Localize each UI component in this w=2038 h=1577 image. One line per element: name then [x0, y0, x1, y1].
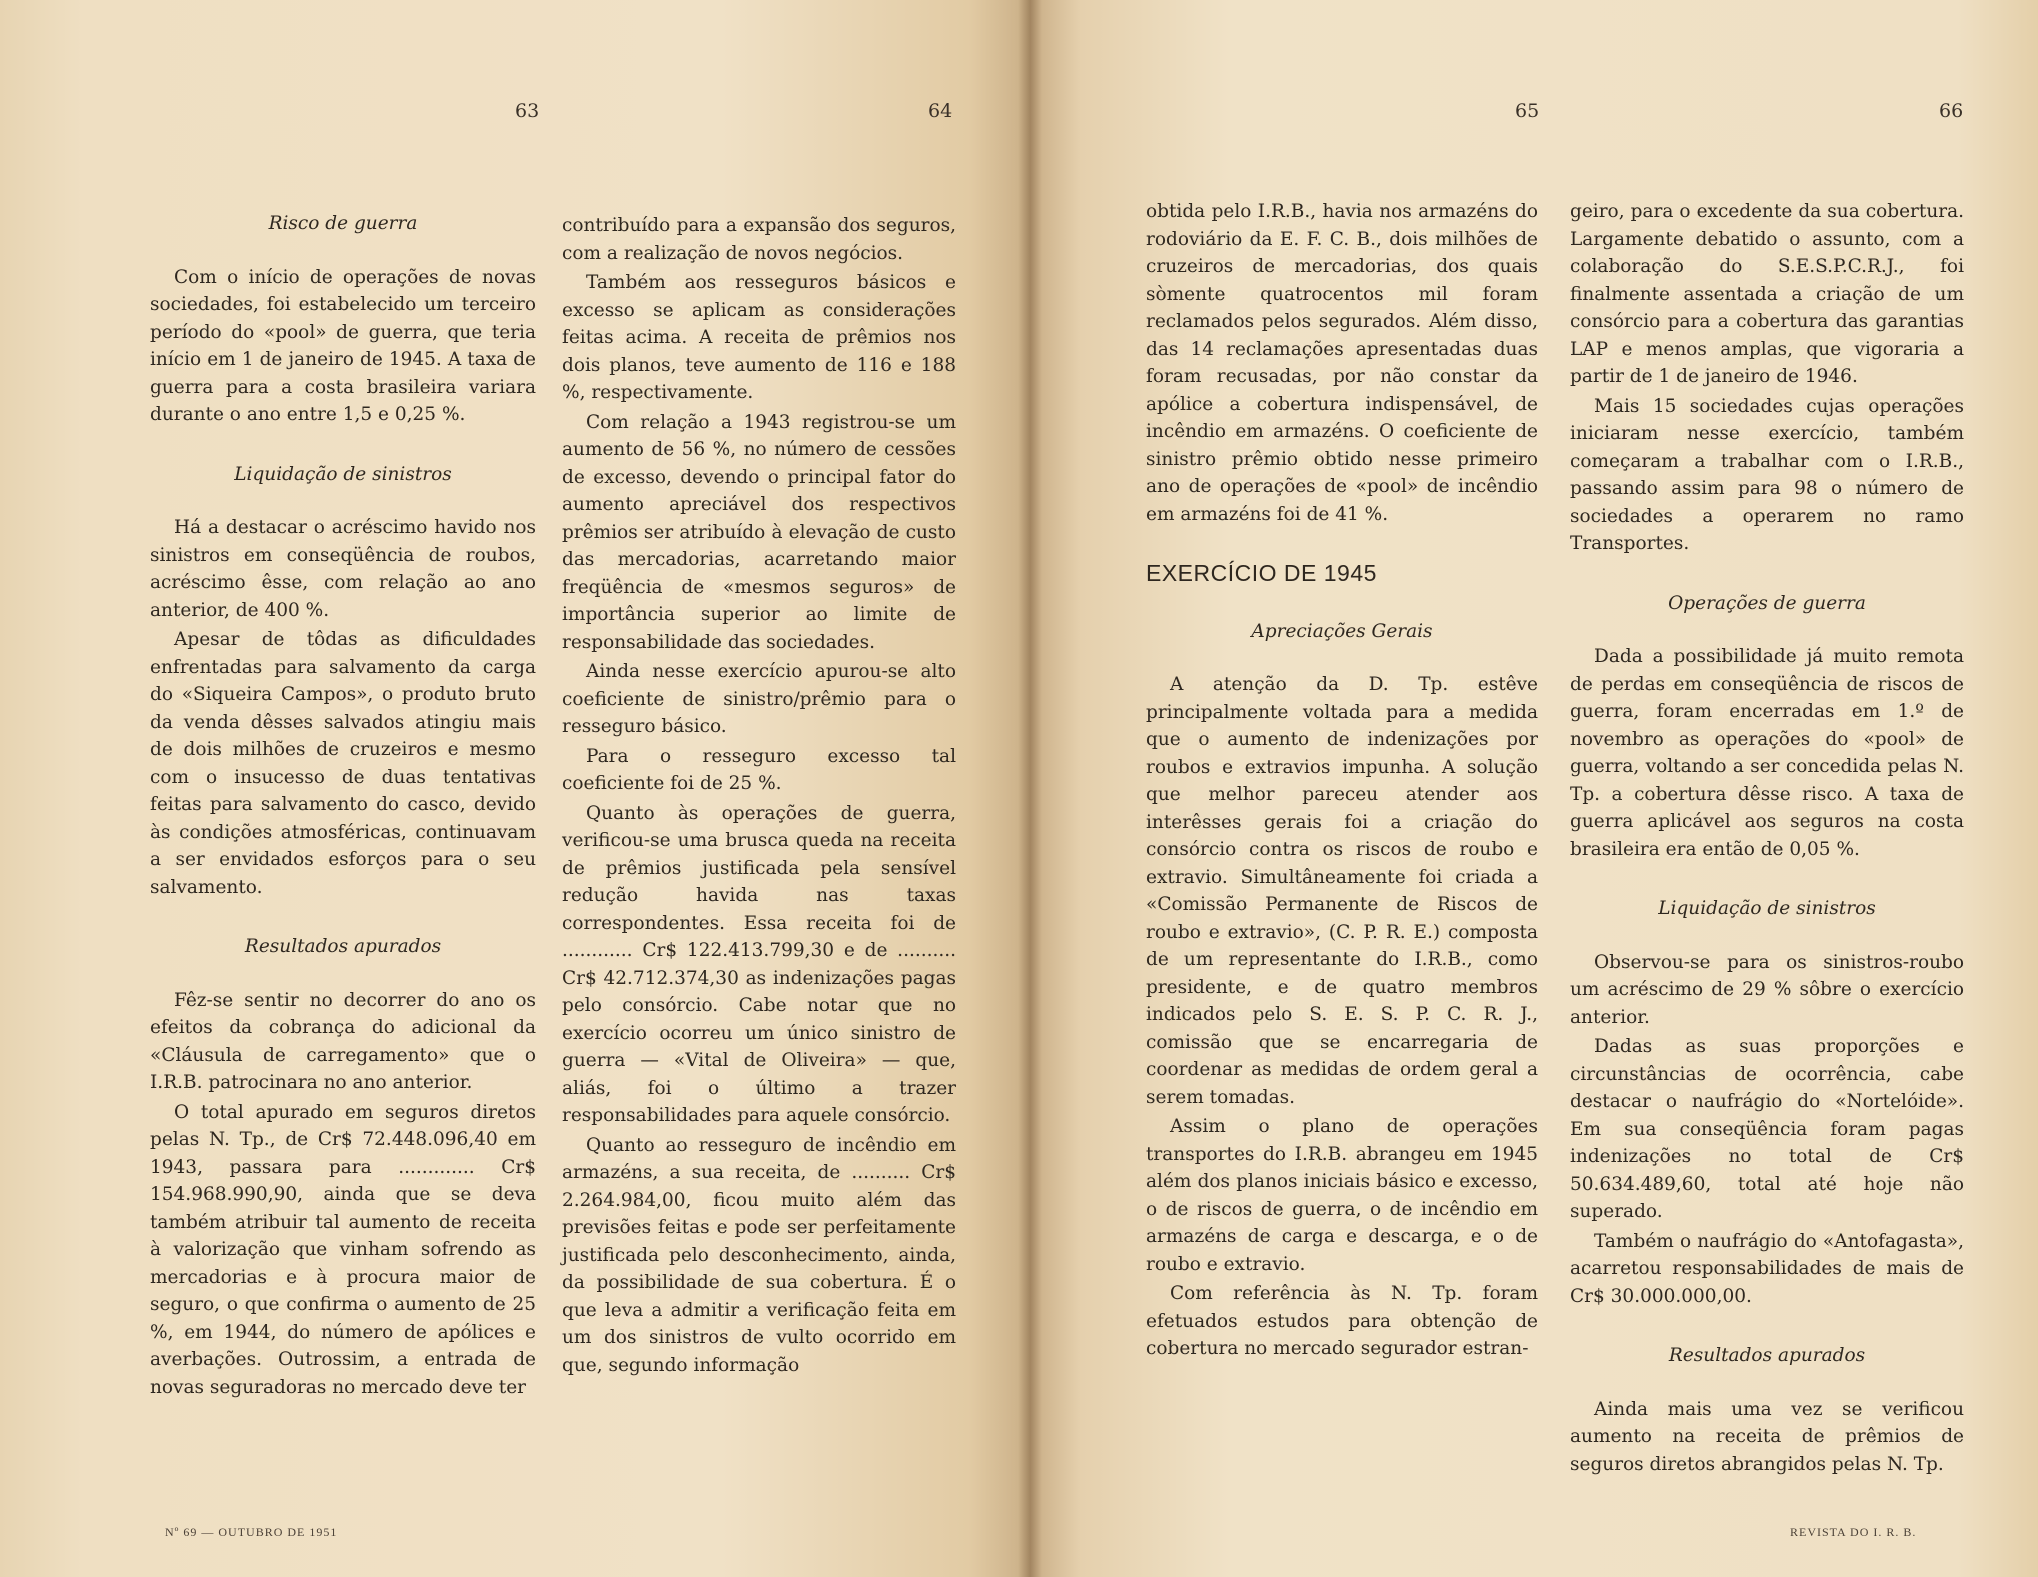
paragraph: O total apurado em seguros diretos pelas N. Tp., de Cr$ 72.448.096,40 em 1943, passara para ............. Cr$ 154.968.990,90, ainda que se deva também atribuir tal aumento de receita à valorização que vinham sofrendo as mercadorias e à procura maior de seguro, o que confirma o aumento de 25 %, em 1944, do número de apólices e averbações. Outrossim, a entrada de novas seguradoras no mercado deve ter: [150, 1101, 536, 1398]
paragraph: A atenção da D. Tp. estêve principalmente voltada para a medida que o aumento de indenizações por roubos e extravios impunha. A solução que melhor pareceu atender aos interêsses gerais foi a criação do consórcio contra os riscos de roubo e extravio. Simultâneamente foi criada a «Comissão Permanente de Riscos de roubo e extravio», (C. P. R. E.) composta de um representante do I.R.B., como presidente, e de quatro membros indicados pelo S. E. S. P. C. R. J., comissão que se encarregaria de coordenar as medidas de ordem geral a serem tomadas.: [1146, 674, 1538, 1108]
paragraph: Dada a possibilidade já muito remota de perdas em conseqüência de riscos de guerra, foram encerradas em 1.º de novembro as operações do «pool» de guerra, voltando a ser concedida pelas N. Tp. a cobertura dêsse risco. A taxa de guerra aplicável aos seguros na costa brasileira era então de 0,05 %.: [1570, 646, 1964, 860]
paragraph: Também aos resseguros básicos e excesso se aplicam as considerações feitas acima. A receita de prêmios nos dois planos, teve aumento de 116 e 188 %, respectivamente.: [562, 272, 956, 403]
section-heading: Apreciações Gerais: [1251, 620, 1433, 642]
page-number-65: 65: [1515, 100, 1540, 122]
paragraph: Fêz-se sentir no decorrer do ano os efeitos da cobrança do adicional da «Cláusula de carregamento» que o I.R.B. patrocinara no ano anterior.: [150, 989, 536, 1093]
paragraph: obtida pelo I.R.B., havia nos armazéns do rodoviário da E. F. C. B., dois milhões de cruzeiros de mercadorias, dos quais sòmente quatrocentos mil foram reclamados pelos segurados. Além disso, das 14 reclamações apresentadas duas foram recusadas, por não constar da apólice a cobertura indispensável, de incêndio em armazéns. O coeficiente de sinistro prêmio obtido nesse primeiro ano de operações de «pool» de incêndio em armazéns foi de 41 %.: [1146, 201, 1538, 525]
paragraph: Quanto ao resseguro de incêndio em armazéns, a sua receita, de .......... Cr$ 2.264.984,00, ficou muito além das previsões feitas e pode ser perfeitamente justificada pelo desconhecimento, ainda, da possibilidade de sua cobertura. É o que leva a admitir a verificação feita em um dos sinistros de vulto ocorrido em que, segundo informação: [562, 1134, 956, 1376]
paragraph: Quanto às operações de guerra, verificou-se uma brusca queda na receita de prêmios justificada pela sensível redução havida nas taxas correspondentes. Essa receita foi de ............ Cr$ 122.413.799,30 e de .......... Cr$ 42.712.374,30 as indenizações pagas pelo consórcio. Cabe notar que no exercício ocorreu um único sinistro de guerra — «Vital de Oliveira» — que, aliás, foi o último a trazer responsabilidades para aquele consórcio.: [562, 802, 956, 1126]
page-number-64: 64: [928, 100, 953, 122]
page-number-63: 63: [515, 100, 540, 122]
section-heading: Operações de guerra: [1668, 592, 1866, 614]
column-page-66: [1570, 198, 1964, 1480]
section-heading: Liquidação de sinistros: [234, 463, 452, 485]
column-page-64: [562, 212, 956, 1381]
paragraph: geiro, para o excedente da sua cobertura. Largamente debatido o assunto, com a colaboração do S.E.S.P.C.R.J., foi finalmente assentada a criação de um consórcio para a cobertura das garantias LAP e menos amplas, que vigoraria a partir de 1 de janeiro de 1946.: [1570, 201, 1964, 387]
paragraph: Há a destacar o acréscimo havido nos sinistros em conseqüência de roubos, acréscimo êsse, com relação ao ano anterior, de 400 %.: [150, 517, 536, 621]
column-page-63: [150, 210, 536, 1403]
paragraph: Dadas as suas proporções e circunstâncias de ocorrência, cabe destacar o naufrágio do «Nortelóide». Em sua conseqüência foram pagas indenizações no total de Cr$ 50.634.489,60, total até hoje não superado.: [1570, 1036, 1964, 1222]
paragraph: Ainda nesse exercício apurou-se alto coeficiente de sinistro/prêmio para o resseguro básico.: [562, 661, 956, 737]
paragraph: Com relação a 1943 registrou-se um aumento de 56 %, no número de cessões de excesso, devendo o principal fator do aumento apreciável dos respectivos prêmios ser atribuído à elevação de custo das mercadorias, acarretando maior freqüência de «mesmos seguros» de importância superior ao limite de responsabilidade das sociedades.: [562, 411, 956, 653]
paragraph: Apesar de tôdas as dificuldades enfrentadas para salvamento da carga do «Siqueira Campos», o produto bruto da venda dêsses salvados atingiu mais de dois milhões de cruzeiros e mesmo com o insucesso de duas tentativas feitas para salvamento do casco, devido às condições atmosféricas, continuavam a ser envidados esforços para o seu salvamento.: [150, 629, 536, 898]
page-number-66: 66: [1939, 100, 1964, 122]
footer-journal: REVISTA DO I. R. B.: [1790, 1525, 1917, 1539]
section-heading: Liquidação de sinistros: [1658, 898, 1876, 919]
paragraph: Ainda mais uma vez se verificou aumento na receita de prêmios de seguros diretos abrangidos pelas N. Tp.: [1570, 1398, 1964, 1475]
paragraph: Mais 15 sociedades cujas operações iniciaram nesse exercício, também começaram a trabalhar com o I.R.B., passando assim para 98 o número de sociedades a operarem no ramo Transportes.: [1570, 395, 1964, 554]
paragraph: Observou-se para os sinistros-roubo um acréscimo de 29 % sôbre o exercício anterior.: [1570, 951, 1964, 1028]
section-heading: Resultados apurados: [1668, 1345, 1866, 1366]
section-heading: Resultados apurados: [244, 936, 442, 957]
book-gutter: [1018, 0, 1042, 1577]
paragraph: Para o resseguro excesso tal coeficiente foi de 25 %.: [562, 745, 956, 794]
paragraph: Com referência às N. Tp. foram efetuados estudos para obtenção de cobertura no mercado segurador estran-: [1146, 1283, 1538, 1359]
paragraph: Assim o plano de operações transportes do I.R.B. abrangeu em 1945 além dos planos iniciais básico e excesso, o de riscos de guerra, o de incêndio em armazéns de carga e descarga, e o de roubo e extravio.: [1146, 1116, 1538, 1275]
section-heading: Risco de guerra: [268, 213, 418, 234]
paragraph: Também o naufrágio do «Antofagasta», acarretou responsabilidades de mais de Cr$ 30.000.000,00.: [1570, 1230, 1964, 1307]
column-page-65: [1146, 198, 1538, 1365]
chapter-heading: EXERCÍCIO DE 1945: [1146, 560, 1377, 586]
right-page: [1030, 0, 2038, 1577]
footer-issue: Nº 69 — OUTUBRO DE 1951: [165, 1525, 338, 1539]
paragraph: contribuído para a expansão dos seguros, com a realização de novos negócios.: [562, 215, 956, 264]
paragraph: Com o início de operações de novas sociedades, foi estabelecido um terceiro período do «pool» de guerra, que teria início em 1 de janeiro de 1945. A taxa de guerra para a costa brasileira variara durante o ano entre 1,5 e 0,25 %.: [150, 266, 536, 425]
